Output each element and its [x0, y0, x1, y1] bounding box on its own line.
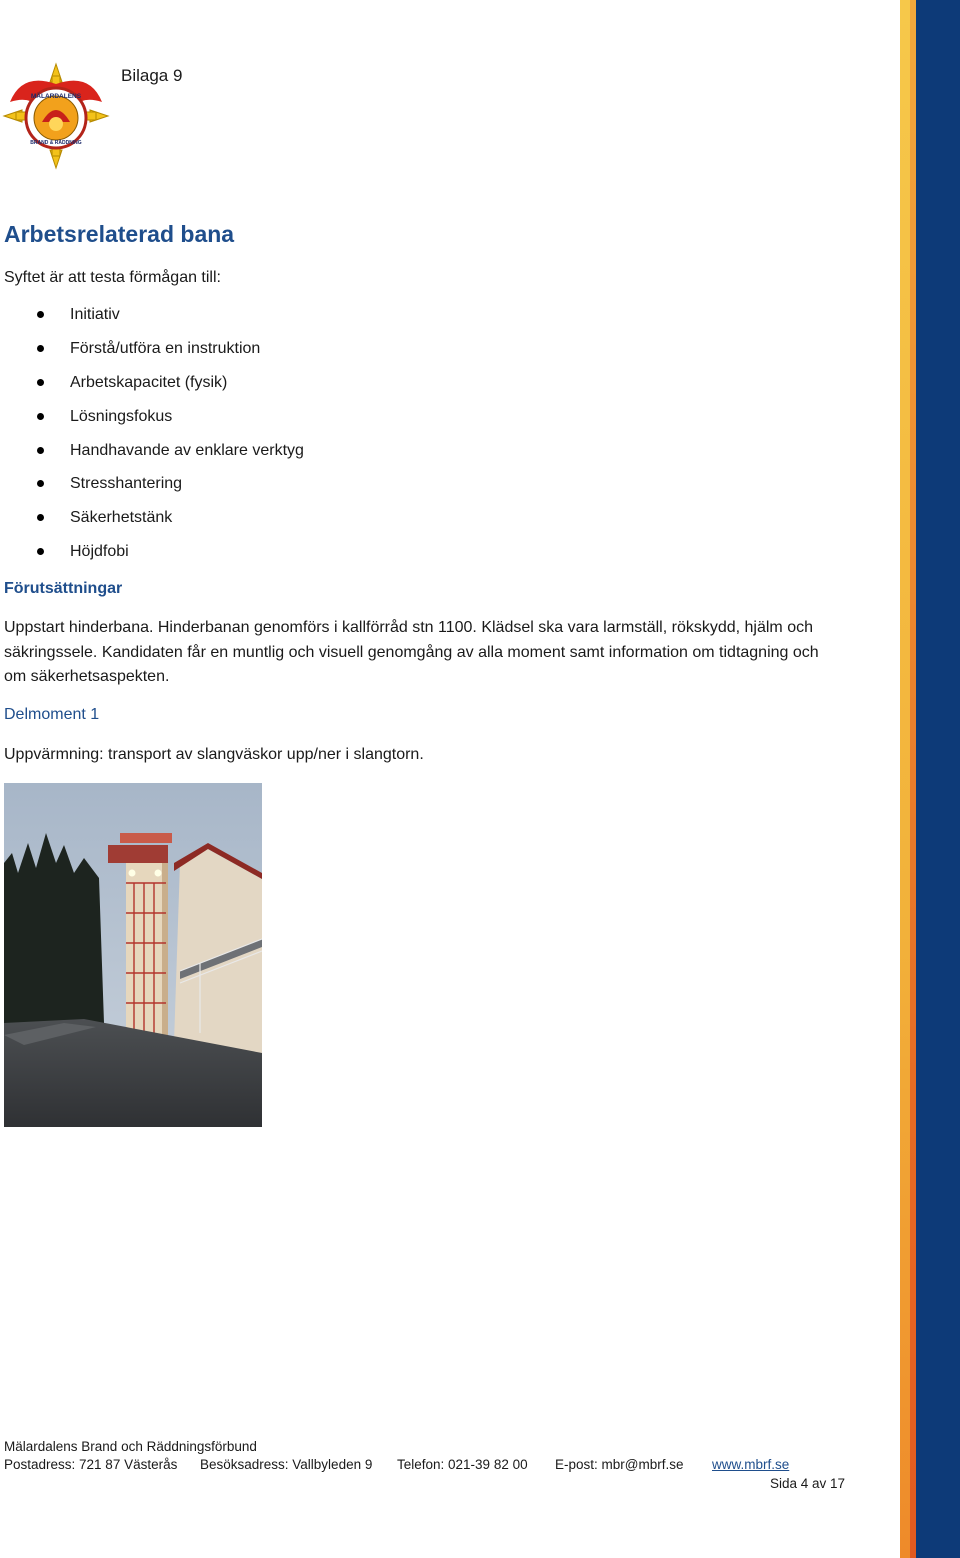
- list-item: Höjdfobi: [0, 538, 304, 572]
- footer-visit: Besöksadress: Vallbyleden 9: [200, 1457, 373, 1472]
- page-title: Arbetsrelaterad bana: [4, 221, 235, 247]
- skills-list: [0, 301, 304, 572]
- part1-text: Uppvärmning: transport av slangväskor upp/ner i slangtorn.: [4, 746, 424, 763]
- list-item: Initiativ: [0, 301, 304, 335]
- page-side-bars: [900, 0, 960, 1558]
- list-item: Säkerhetstänk: [0, 504, 304, 538]
- list-item: Stresshantering: [0, 470, 304, 504]
- intro-text: Syftet är att testa förmågan till:: [4, 269, 221, 286]
- svg-text:MÄLARDALENS: MÄLARDALENS: [30, 93, 82, 100]
- footer-email: E-post: mbr@mbrf.se: [555, 1457, 684, 1472]
- training-tower-photo: [4, 783, 262, 1127]
- list-item: Arbetskapacitet (fysik): [0, 369, 304, 403]
- list-item: Handhavande av enklare verktyg: [0, 437, 304, 471]
- side-bar-yellow: [900, 0, 910, 1558]
- footer-postal: Postadress: 721 87 Västerås: [4, 1457, 178, 1472]
- section-heading-part1: Delmoment 1: [4, 706, 100, 723]
- list-item: Förstå/utföra en instruktion: [0, 335, 304, 369]
- prerequisites-text: Uppstart hinderbana. Hinderbanan genomförs i kallförråd stn 1100. Klädsel ska vara larmställ, rökskydd, hjälm och säkringssele. Kandidaten får en muntlig och visuell genomgång av alla moment samt information om tidtagning och om säkerhetsaspekten.: [4, 619, 819, 685]
- fire-rescue-emblem-icon: [2, 62, 110, 170]
- section-heading-prerequisites: Förutsättningar: [4, 580, 123, 597]
- side-bar-blue: [916, 0, 960, 1558]
- footer-phone: Telefon: 021-39 82 00: [397, 1457, 528, 1472]
- footer-organization: Mälardalens Brand och Räddningsförbund: [4, 1439, 257, 1454]
- svg-text:BRAND & RÄDDNING: BRAND & RÄDDNING: [30, 140, 82, 146]
- list-item: Lösningsfokus: [0, 403, 304, 437]
- page-number: Sida 4 av 17: [770, 1476, 846, 1491]
- appendix-label: Bilaga 9: [121, 66, 183, 85]
- footer-web-link[interactable]: www.mbrf.se: [712, 1457, 790, 1472]
